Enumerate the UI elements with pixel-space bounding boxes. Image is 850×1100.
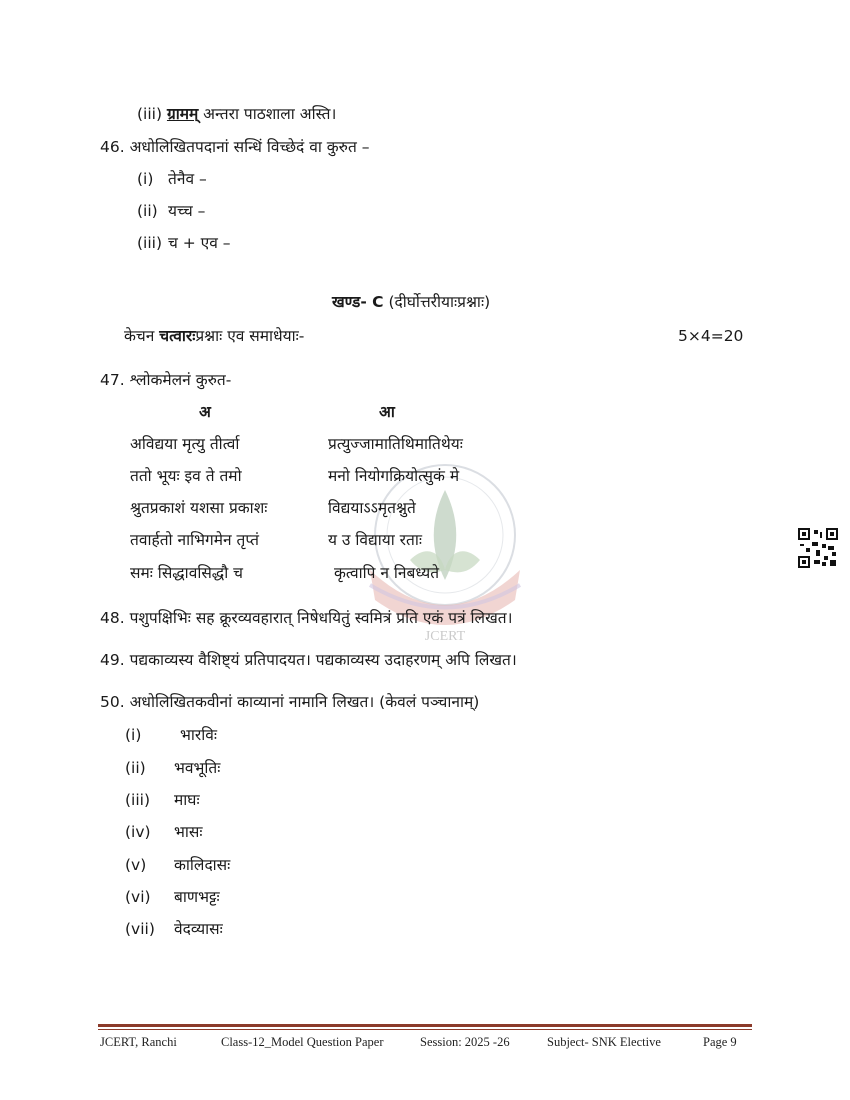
footer-rule-thin [98, 1029, 752, 1030]
q47-row-2-a: ततो भूयः इव ते तमो [130, 467, 242, 485]
q50-item-6-text: बाणभट्टः [174, 888, 220, 906]
section-title: खण्ड- C [332, 293, 384, 311]
q45-item-3 [137, 104, 336, 124]
q50-item-5-text: कालिदासः [174, 856, 231, 874]
section-subtitle: (दीर्घोत्तरीयाःप्रश्नाः) [388, 293, 491, 311]
q46-item-1-text: तेनैव – [168, 170, 207, 188]
q48-text: 48. पशुपक्षिभिः सह क्रूरव्यवहारात् निषेधयितुं स्वमित्रं प्रति एकं पत्रं लिखत। [100, 609, 513, 627]
q47-column-a-header: अ [199, 403, 211, 421]
q47-row-1-a: अविद्यया मृत्यु तीर्त्वा [130, 435, 240, 453]
footer-org: JCERT, Ranchi [100, 1035, 177, 1049]
q46-item-2-text: यच्च – [168, 202, 206, 220]
q50-item-5-num: (v) [125, 856, 147, 874]
instruction-post: प्रश्नाः एव समाधेयाः- [195, 327, 305, 345]
q47-row-2-b: मनो नियोगक्रियोत्सुकं मे [328, 467, 460, 485]
item-number: (iii) [137, 105, 163, 123]
q50-item-7-num: (vii) [125, 920, 155, 938]
q50-item-1-num: (i) [125, 726, 142, 744]
q47-row-4-b: य उ विद्याया रताः [328, 531, 423, 549]
qr-code-icon [798, 528, 838, 568]
q47-row-4-a: तवार्हतो नाभिगमेन तृप्तं [130, 531, 259, 549]
section-instruction [124, 326, 304, 346]
footer-session: Session: 2025 -26 [420, 1035, 510, 1049]
item-text: अन्तरा पाठशाला अस्ति। [198, 105, 337, 123]
footer-paper: Class-12_Model Question Paper [221, 1035, 384, 1049]
q50-item-4-text: भासः [174, 823, 203, 841]
q46-item-3-text: च + एव – [168, 234, 231, 252]
q49-text: 49. पद्यकाव्यस्य वैशिष्ट्यं प्रतिपादयत। पद्यकाव्यस्य उदाहरणम् अपि लिखत। [100, 651, 517, 669]
instruction-bold: चत्वारः [159, 327, 196, 345]
q47-stem: 47. श्लोकमेलनं कुरुत- [100, 371, 232, 389]
q47-row-5-b: कृत्वापि न निबध्यते [334, 564, 440, 582]
q46-item-3-num: (iii) [137, 234, 163, 252]
q46-item-2-num: (ii) [137, 202, 158, 220]
q50-item-3-text: माघः [174, 791, 200, 809]
q50-item-3-num: (iii) [125, 791, 151, 809]
q50-item-4-num: (iv) [125, 823, 151, 841]
q50-item-2-num: (ii) [125, 759, 146, 777]
footer-subject: Subject- SNK Elective [547, 1035, 661, 1049]
bold-word: ग्रामम् [166, 105, 199, 123]
q47-row-5-a: समः सिद्धावसिद्धौ च [130, 564, 243, 582]
q47-row-3-b: विद्ययाऽऽमृतश्नुते [328, 499, 416, 517]
q47-column-b-header: आ [379, 403, 395, 421]
q47-row-3-a: श्रुतप्रकाशं यशसा प्रकाशः [130, 499, 268, 517]
q50-stem: 50. अधोलिखितकवीनां काव्यानां नामानि लिखत। (केवलं पञ्चानाम्) [100, 693, 480, 711]
watermark-text: JCERT [424, 629, 466, 644]
q50-item-2-text: भवभूतिः [174, 759, 221, 777]
section-heading [332, 292, 490, 312]
section-marks: 5×4=20 [678, 327, 744, 345]
footer-page-number: Page 9 [703, 1035, 737, 1049]
q50-item-7-text: वेदव्यासः [174, 920, 223, 938]
q50-item-6-num: (vi) [125, 888, 151, 906]
footer-rule-thick [98, 1024, 752, 1027]
q46-item-1-num: (i) [137, 170, 154, 188]
q50-item-1-text: भारविः [180, 726, 218, 744]
q47-row-1-b: प्रत्युज्जामातिथिमातिथेयः [328, 435, 463, 453]
q46-stem: 46. अधोलिखितपदानां सन्धिं विच्छेदं वा कुरुत – [100, 138, 370, 156]
instruction-pre: केचन [124, 327, 160, 345]
